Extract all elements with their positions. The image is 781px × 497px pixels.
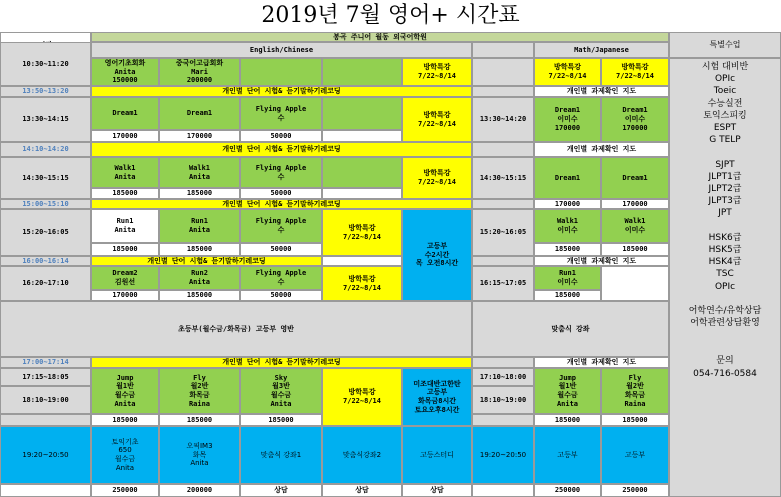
schedule-cell: 맞춤식강좌2: [322, 426, 402, 484]
special-class-item: JLPT2급: [708, 184, 742, 195]
empty-cell: [601, 266, 669, 301]
special-class-item: JLPT1급: [708, 171, 742, 182]
schedule-cell: 18:10~19:00: [0, 386, 91, 414]
schedule-cell: 상담: [240, 484, 322, 497]
schedule-cell: Run1 이미수: [534, 266, 601, 290]
schedule-cell: 170000: [601, 199, 669, 209]
special-class-item: OPIc: [714, 281, 736, 292]
schedule-cell: 상담: [322, 484, 402, 497]
schedule-cell: 방학특강 7/22~8/14: [402, 157, 472, 199]
empty-cell: [472, 256, 534, 266]
schedule-cell: 방학특강 7/22~8/14: [402, 97, 472, 142]
empty-cell: [472, 484, 534, 497]
schedule-cell: 14:10~14:20: [0, 142, 91, 157]
math-spacer: [472, 42, 534, 58]
schedule-cell: 50000: [240, 290, 322, 301]
schedule-cell: 14:30~15:15: [472, 157, 534, 199]
schedule-cell: Fly 월2반 화목금 Raina: [601, 368, 669, 414]
empty-cell: [472, 86, 534, 97]
special-class-list: [702, 61, 748, 293]
empty-cell: [322, 157, 402, 188]
schedule-cell: 185000: [91, 414, 159, 426]
empty-cell: [0, 414, 91, 426]
empty-cell: [322, 256, 402, 266]
schedule-cell: 170000: [91, 130, 159, 142]
schedule-cell: Fly 월2반 화목금 Raina: [159, 368, 240, 414]
schedule-cell: 250000: [534, 484, 601, 497]
schedule-cell: 170000: [91, 290, 159, 301]
schedule-cell: 방학특강 7/22~8/14: [601, 58, 669, 86]
special-class-item: JLPT3급: [708, 196, 742, 207]
schedule-cell: 고등부: [601, 426, 669, 484]
empty-cell: [472, 142, 534, 157]
schedule-cell: 맞춤식 강좌: [472, 301, 669, 357]
schedule-cell: Flying Apple 수: [240, 157, 322, 188]
schedule-cell: 방학특강 7/22~8/14: [402, 58, 472, 86]
schedule-cell: Dream1: [159, 97, 240, 130]
schedule-cell: 개인별 과제확인 지도: [534, 142, 669, 157]
empty-cell: [322, 58, 402, 86]
schedule-cell: 개인별 과제확인 지도: [534, 256, 669, 266]
schedule-cell: Dream1: [601, 157, 669, 199]
schedule-cell: 개인별 과제확인 지도: [534, 357, 669, 368]
empty-cell: [0, 484, 91, 497]
special-header: 특별수업: [669, 32, 781, 58]
special-class-item: G TELP: [709, 135, 741, 146]
special-class-item: HSK5급: [708, 245, 742, 256]
schedule-cell: 185000: [159, 243, 240, 256]
schedule-cell: 185000: [601, 243, 669, 256]
schedule-cell: Dream1: [534, 157, 601, 199]
schedule-cell: 방학특강 7/22~8/14: [322, 209, 402, 256]
schedule-cell: 13:30~14:15: [0, 97, 91, 142]
schedule-cell: Flying Apple 수: [240, 97, 322, 130]
schedule-cell: 185000: [159, 188, 240, 199]
special-class-item: HSK6급: [708, 232, 742, 243]
schedule-cell: 250000: [601, 484, 669, 497]
schedule-cell: 19:20~20:50: [0, 426, 91, 484]
schedule-cell: 250000: [91, 484, 159, 497]
empty-cell: [322, 130, 402, 142]
special-class-item: 수능실전: [707, 98, 743, 109]
schedule-cell: 185000: [91, 188, 159, 199]
schedule-cell: Walk1 이미수: [534, 209, 601, 243]
schedule-cell: 방학특강 7/22~8/14: [322, 368, 402, 426]
schedule-cell: 16:20~17:10: [0, 266, 91, 301]
schedule-cell: 185000: [601, 414, 669, 426]
schedule-cell: 상담: [402, 484, 472, 497]
schedule-cell: Flying Apple 수: [240, 209, 322, 243]
schedule-cell: 개인별 단어 시험& 듣기말하기레코딩: [91, 256, 322, 266]
schedule-cell: 개인별 단어 시험& 듣기말하기레코딩: [91, 357, 472, 368]
special-class-item: Toeic: [713, 86, 737, 97]
math-header: Math/Japanese: [534, 42, 669, 58]
english-header: English/Chinese: [91, 42, 472, 58]
empty-cell: [472, 357, 534, 368]
schedule-cell: Dream1: [91, 97, 159, 130]
schedule-cell: 방학특강 7/22~8/14: [322, 266, 402, 301]
schedule-cell: 185000: [159, 290, 240, 301]
special-class-spacer: [702, 220, 748, 232]
schedule-cell: Jump 월1반 월수금 Anita: [534, 368, 601, 414]
empty-cell: [472, 58, 534, 86]
special-class-item: TSC: [716, 269, 734, 280]
schedule-cell: 영어기초회화 Anita 150000: [91, 58, 159, 86]
schedule-cell: 200000: [159, 484, 240, 497]
empty-cell: [472, 414, 534, 426]
empty-cell: [322, 97, 402, 130]
schedule-cell: 19:20~20:50: [472, 426, 534, 484]
schedule-cell: Walk1 이미수: [601, 209, 669, 243]
schedule-cell: 17:10~18:00: [472, 368, 534, 386]
schedule-cell: 185000: [534, 243, 601, 256]
consult-line-2: 어학관련상담환영: [690, 317, 760, 328]
special-class-item: 토익스피킹: [703, 110, 747, 121]
schedule-cell: 개인별 단어 시험& 듣기말하기레코딩: [91, 199, 472, 209]
schedule-cell: 토익기초 650 월수금 Anita: [91, 426, 159, 484]
page-title: 2019년 7월 영어+ 시간표: [261, 3, 520, 29]
schedule-cell: 15:20~16:05: [472, 209, 534, 256]
consult-line-1: 어학연수/유학상담: [688, 305, 762, 316]
schedule-cell: 오픽IM3 화목 Anita: [159, 426, 240, 484]
special-class-item: ESPT: [713, 123, 737, 134]
schedule-cell: 185000: [534, 414, 601, 426]
schedule-cell: 미조대반고한탄 고등부 화목금8시간 토요오후8시간: [402, 368, 472, 426]
schedule-cell: Sky 월3반 월수금 Anita: [240, 368, 322, 414]
schedule-cell: 고등스터디: [402, 426, 472, 484]
empty-cell: [240, 58, 322, 86]
schedule-cell: 16:00~16:14: [0, 256, 91, 266]
schedule-cell: 맞춤식 강좌1: [240, 426, 322, 484]
schedule-cell: 50000: [240, 130, 322, 142]
schedule-cell: Jump 월1반 월수금 Anita: [91, 368, 159, 414]
schedule-cell: 방학특강 7/22~8/14: [534, 58, 601, 86]
schedule-cell: 10:30~11:20: [0, 42, 91, 86]
schedule-cell: 50000: [240, 243, 322, 256]
schedule-cell: Walk1 Anita: [91, 157, 159, 188]
empty-cell: [322, 188, 402, 199]
schedule-cell: 고등부 수2시간 목 오전8시간: [402, 209, 472, 301]
schedule-cell: 15:00~15:10: [0, 199, 91, 209]
schedule-cell: 170000: [159, 130, 240, 142]
schedule-cell: 17:00~17:14: [0, 357, 91, 368]
special-class-item: 시험 대비반: [701, 62, 749, 72]
schedule-cell: 초등부(월수금/화목금) 고등부 영반: [0, 301, 472, 357]
special-classes-panel: [669, 58, 781, 497]
schedule-cell: Flying Apple 수: [240, 266, 322, 290]
center-banner: 봉곡 주니어 월동 외국어학원: [91, 32, 669, 42]
schedule-cell: 13:30~14:20: [472, 97, 534, 142]
schedule-cell: 개인별 단어 시험& 듣기말하기레코딩: [91, 142, 472, 157]
schedule-cell: Run2 Anita: [159, 266, 240, 290]
schedule-cell: Walk1 Anita: [159, 157, 240, 188]
schedule-cell: 개인별 과제확인 지도: [534, 86, 669, 97]
special-class-item: OPIc: [714, 74, 736, 85]
phone-number: 054-716-0584: [693, 368, 757, 379]
schedule-cell: 185000: [534, 290, 601, 301]
schedule-cell: Dream2 김원선: [91, 266, 159, 290]
schedule-cell: 17:15~18:05: [0, 368, 91, 386]
special-class-item: HSK4급: [708, 257, 742, 268]
schedule-cell: 170000: [534, 199, 601, 209]
schedule-cell: 중국어고급회화 Mari 200000: [159, 58, 240, 86]
schedule-cell: 13:50~13:20: [0, 86, 91, 97]
schedule-cell: Dream1 이미수 170000: [534, 97, 601, 142]
schedule-cell: Run1 Anita: [91, 209, 159, 243]
schedule-cell: 15:20~16:05: [0, 209, 91, 256]
contact-label: 문의: [716, 355, 734, 366]
schedule-cell: 185000: [159, 414, 240, 426]
special-class-item: SJPT: [715, 159, 735, 170]
schedule-cell: 14:30~15:15: [0, 157, 91, 199]
schedule-cell: 고등부: [534, 426, 601, 484]
special-class-spacer: [702, 146, 748, 158]
schedule-cell: 16:15~17:05: [472, 266, 534, 301]
empty-cell: [472, 199, 534, 209]
schedule-cell: 50000: [240, 188, 322, 199]
schedule-cell: Dream1 이미수 170000: [601, 97, 669, 142]
schedule-cell: 185000: [240, 414, 322, 426]
special-class-item: JPT: [718, 208, 732, 219]
schedule-cell: 18:10~19:00: [472, 386, 534, 414]
schedule-cell: 개인별 단어 시험& 듣기말하기레코딩: [91, 86, 472, 97]
schedule-cell: 185000: [91, 243, 159, 256]
schedule-cell: Run1 Anita: [159, 209, 240, 243]
